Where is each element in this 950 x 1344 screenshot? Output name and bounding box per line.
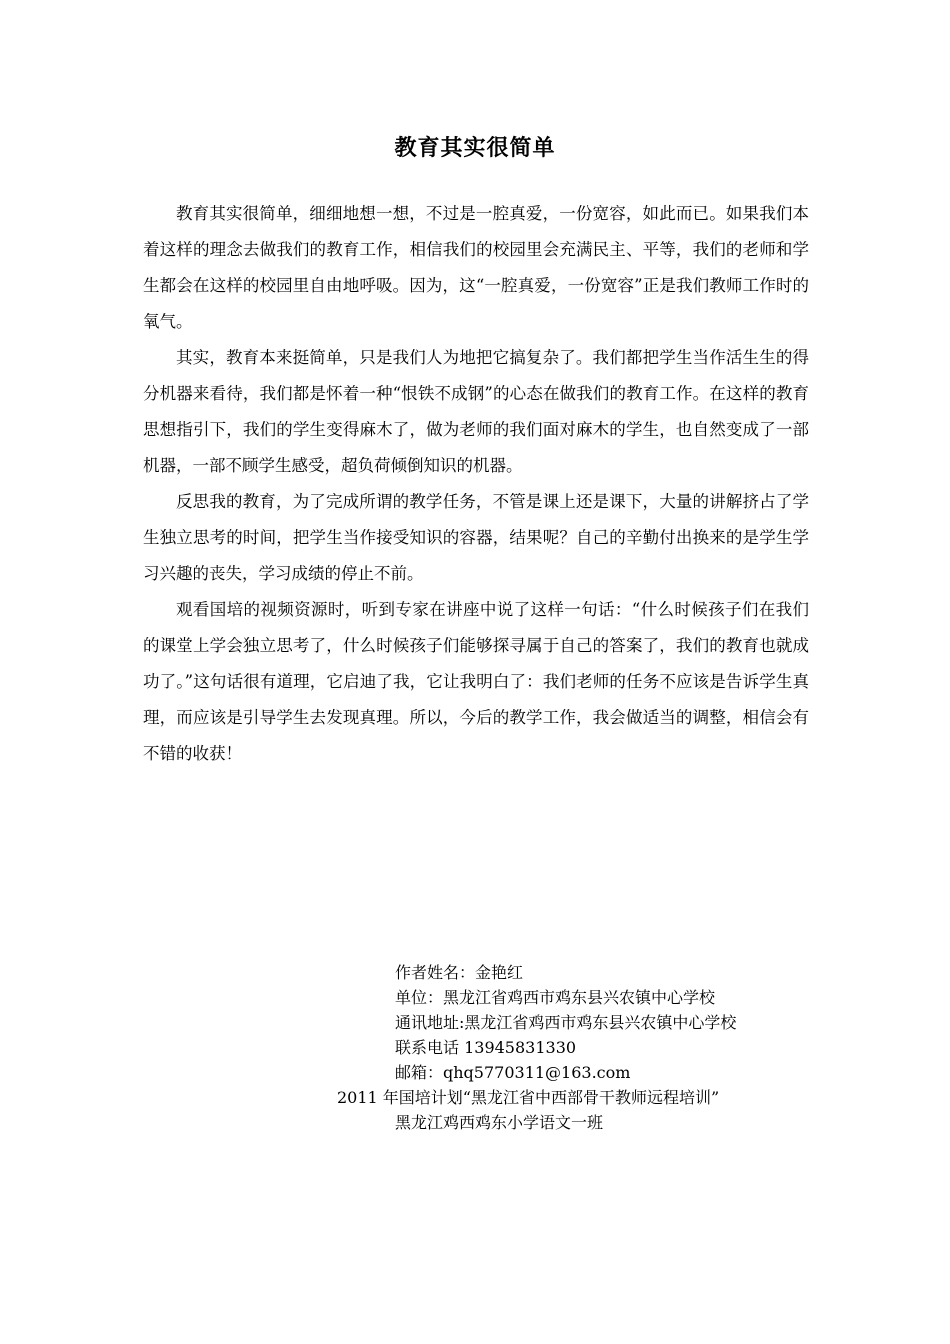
author-email: 邮箱：qhq5770311@163.com: [395, 1063, 631, 1082]
paragraph-2: 其实，教育本来挺简单，只是我们人为地把它搞复杂了。我们都把学生当作活生生的得分机器来看待，我们都是怀着一种“恨铁不成钢”的心态在做我们的教育工作。在这样的教育思想指引下，我们的学生变得麻木了，做为老师的我们面对麻木的学生，也自然变成了一部机器，一部不顾学生感受，超负荷倾倒知识的机器。: [143, 348, 809, 475]
training-class: 黑龙江鸡西鸡东小学语文一班: [395, 1113, 604, 1132]
training-program: 2011 年国培计划“黑龙江省中西部骨干教师远程培训”: [337, 1088, 720, 1107]
paragraph-4: 观看国培的视频资源时，听到专家在讲座中说了这样一句话：“什么时候孩子们在我们的课堂上学会独立思考了，什么时候孩子们能够探寻属于自己的答案了，我们的教育也就成功了。”这句话很有道理，它启迪了我，它让我明白了：我们老师的任务不应该是告诉学生真理，而应该是引导学生去发现真理。所以，今后的教学工作，我会做适当的调整，相信会有不错的收获！: [143, 600, 809, 763]
document-body: [143, 196, 809, 772]
author-address: 通讯地址:黑龙江省鸡西市鸡东县兴农镇中心学校: [395, 1013, 737, 1032]
author-signature-block: [337, 960, 857, 1135]
author-phone: 联系电话 13945831330: [395, 1038, 577, 1057]
document-title: 教育其实很简单: [394, 136, 556, 161]
paragraph-3: 反思我的教育，为了完成所谓的教学任务，不管是课上还是课下，大量的讲解挤占了学生独立思考的时间，把学生当作接受知识的容器，结果呢？自己的辛勤付出换来的是学生学习兴趣的丧失，学习成绩的停止不前。: [143, 492, 809, 583]
author-unit: 单位：黑龙江省鸡西市鸡东县兴农镇中心学校: [395, 988, 716, 1007]
author-name: 作者姓名：金艳红: [395, 963, 524, 982]
paragraph-1: 教育其实很简单，细细地想一想，不过是一腔真爱，一份宽容，如此而已。如果我们本着这样的理念去做我们的教育工作，相信我们的校园里会充满民主、平等，我们的老师和学生都会在这样的校园里自由地呼吸。因为，这“一腔真爱，一份宽容”正是我们教师工作时的氧气。: [143, 204, 809, 331]
